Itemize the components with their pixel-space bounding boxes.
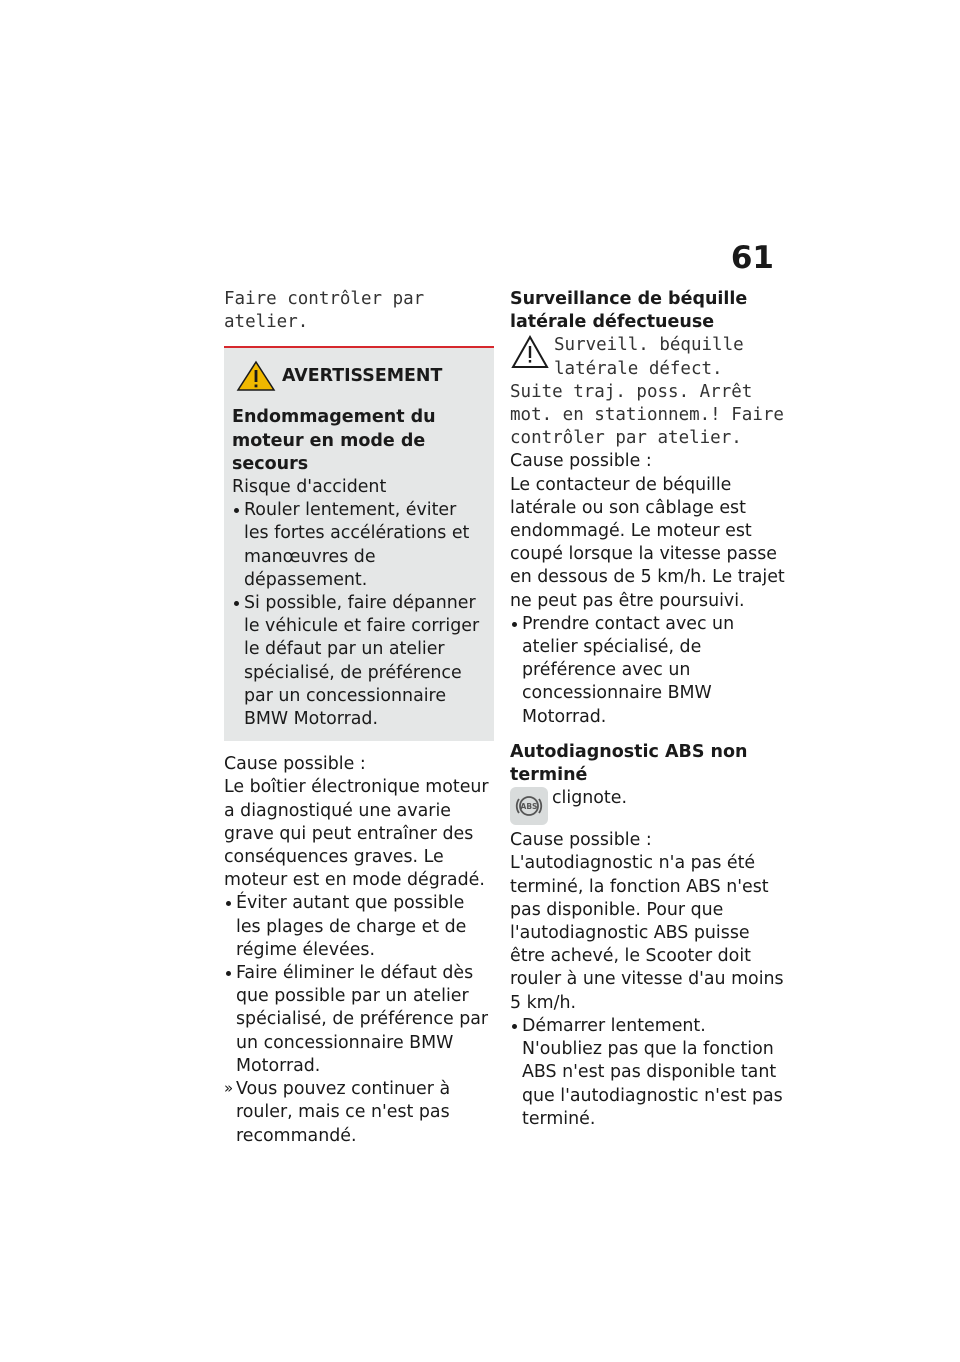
list-item: Si possible, faire dépanner le véhicule et faire corriger le défaut par un atelier spécialisé, de préférence par un concessionnaire BMW Motorrad. (232, 592, 486, 731)
list-item: Prendre contact avec un atelier spécialisé, de préférence avec un concessionnaire BMW Motorrad. (510, 613, 785, 729)
warning-lamp-icon (510, 334, 550, 370)
display-line: latérale défect. (554, 358, 723, 379)
abs-icon (510, 787, 548, 825)
list-item: Faire éliminer le défaut dès que possible par un atelier spécialisé, de préférence par un concessionnaire BMW Motorrad. (224, 962, 494, 1078)
action-list (224, 892, 494, 1147)
list-item: Démarrer lentement. N'oubliez pas que la fonction ABS n'est pas disponible tant que l'autodiagnostic n'est pas terminé. (510, 1015, 785, 1131)
display-row (510, 334, 785, 380)
warning-risk: Risque d'accident (232, 477, 387, 498)
section-heading: Surveillance de béquille latérale défectueuse (510, 289, 748, 333)
right-column (510, 288, 785, 1131)
cause-label: Cause possible : (224, 754, 366, 775)
warning-triangle-icon (236, 360, 276, 392)
action-list (510, 613, 785, 729)
display-line: Surveill. béquille (554, 335, 744, 356)
result-item: » Vous pouvez continuer à rouler, mais ce n'est pas recommandé. (224, 1078, 494, 1148)
warning-list (232, 499, 486, 731)
display-message: Suite traj. poss. Arrêt mot. en stationnem.! Faire contrôler par atelier. (510, 381, 784, 449)
page-number: 61 (730, 240, 774, 276)
svg-text:ABS: ABS (520, 802, 538, 812)
warning-title (232, 360, 486, 392)
list-item: Éviter autant que possible les plages de charge et de régime élevées. (224, 892, 494, 962)
cause-label: Cause possible : (510, 451, 652, 472)
cause-text: Le contacteur de béquille latérale ou son câblage est endommagé. Le moteur est coupé lorsque la vitesse passe en dessous de 5 km/h. Le trajet ne peut pas être poursuivi. (510, 474, 785, 611)
cause-text: Le boîtier électronique moteur a diagnostiqué une avarie grave qui peut entraîner des conséquences graves. Le moteur est en mode dégradé. (224, 777, 489, 891)
lamp-row (510, 787, 785, 825)
warning-heading: Endommagement du moteur en mode de secours (232, 407, 436, 474)
lamp-text: clignote. (552, 788, 627, 809)
action-list (510, 1015, 785, 1131)
display-message: Faire contrôler par atelier. (224, 289, 425, 333)
cause-text: L'autodiagnostic n'a pas été terminé, la fonction ABS n'est pas disponible. Pour que l'autodiagnostic ABS puisse être achevé, le Scooter doit rouler à une vitesse d'au moins 5 km/h. (510, 853, 784, 1013)
cause-label: Cause possible : (510, 830, 652, 851)
warning-label: AVERTISSEMENT (282, 366, 443, 387)
list-item: Rouler lentement, éviter les fortes accélérations et manœuvres de dépassement. (232, 499, 486, 592)
section-heading: Autodiagnostic ABS non terminé (510, 741, 748, 786)
warning-box (224, 346, 494, 741)
left-column (224, 288, 494, 1148)
